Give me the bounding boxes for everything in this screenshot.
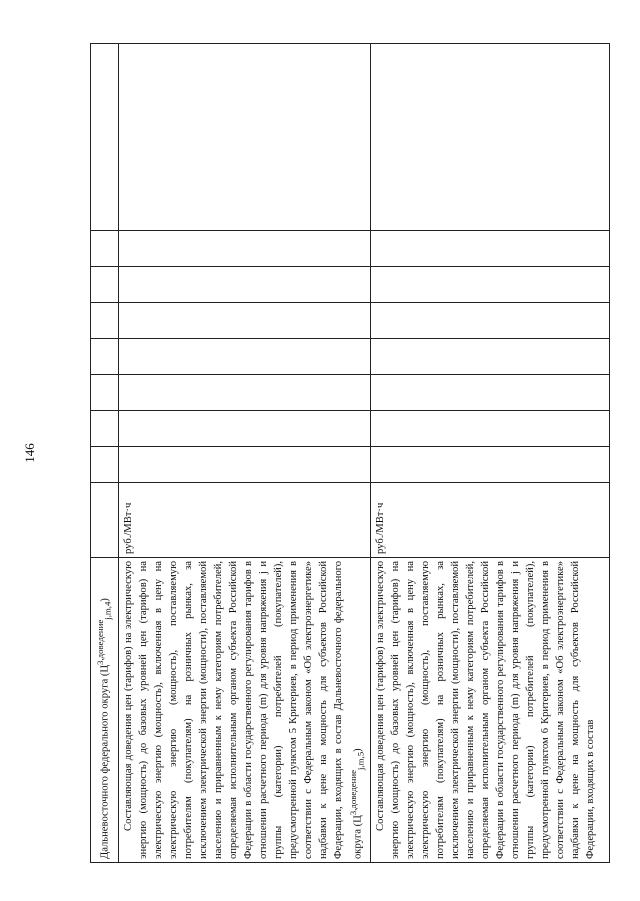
region-formula-sub: j,m,4 — [102, 601, 113, 620]
description-cell — [118, 558, 371, 863]
cell-empty — [118, 447, 371, 483]
table-row — [371, 44, 610, 863]
region-formula-close: ) — [99, 598, 111, 602]
cell-empty — [118, 339, 371, 375]
cell-empty — [371, 447, 610, 483]
cell-empty — [91, 44, 119, 231]
unit-cell — [371, 483, 610, 558]
region-row — [91, 44, 119, 863]
cell-empty — [371, 303, 610, 339]
cell-empty — [371, 339, 610, 375]
table-row — [118, 44, 371, 863]
rotated-table-wrapper — [90, 43, 610, 863]
cell-empty — [91, 375, 119, 411]
cell-empty — [91, 447, 119, 483]
cell-empty — [371, 267, 610, 303]
tariff-table — [90, 43, 610, 863]
cell-empty — [118, 231, 371, 267]
cell-empty — [91, 267, 119, 303]
cell-empty — [91, 411, 119, 447]
region-formula-sup: 3,доведение — [95, 619, 105, 665]
region-title: Дальневосточного федерального округа (Ц — [99, 664, 111, 859]
cell-empty — [118, 303, 371, 339]
cell-empty — [371, 375, 610, 411]
description-text: Составляющая доведения цен (тарифов) на электрическую энергию (мощность) до базовых уровней цен (тарифов) на электрическую энергию (мощность), включенная в цену на электрическую энергию (мощность), поставляемую потребителям (покупателям) на розничных рынках, за исключением электрической энергии (мощности), поставляемой населению и приравненным к нему категориям потребителей, определяемая исполнительным органом субъекта Российской Федерации в области государственного регулирования тарифов в отношении расчетного периода (m) для уровня напряжения j и группы (категории) потребителей (покупателей), предусмотренной пунктом 6 Критериев, в период применения в соответствии с Федеральным законом «Об электроэнергетике» надбавки к цене на мощность для субъектов Российской Федерации, входящих в состав — [375, 561, 597, 859]
cell-empty — [371, 44, 610, 231]
cell-empty — [91, 231, 119, 267]
page-number: 146 — [21, 443, 37, 463]
cell-empty — [91, 483, 119, 558]
cell-empty — [371, 411, 610, 447]
cell-empty — [371, 231, 610, 267]
cell-empty — [118, 375, 371, 411]
cell-empty — [91, 303, 119, 339]
description-cell — [371, 558, 610, 863]
cell-empty — [118, 411, 371, 447]
region-title-cell — [91, 558, 119, 863]
unit-label: руб./МВт·ч — [375, 502, 387, 554]
unit-label: руб./МВт·ч — [122, 502, 134, 554]
cell-empty — [118, 267, 371, 303]
cell-empty — [118, 44, 371, 231]
unit-cell — [118, 483, 371, 558]
description-text: Составляющая доведения цен (тарифов) на электрическую энергию (мощность) до базовых уровней цен (тарифов) на электрическую энергию (мощность), включенная в цену на электрическую энергию (мощность), поставляемую потребителям (покупателям) на розничных рынках, за исключением электрической энергии (мощности), поставляемой населению и приравненным к нему категориям потребителей, определяемая исполнительным органом субъекта Российской Федерации в области государственного регулирования тарифов в отношении расчетного периода (m) для уровня напряжения j и группы (категории) потребителей (покупателей), предусмотренной пунктом 5 Критериев, в период применения в соответствии с Федеральным законом «Об электроэнергетике» надбавки к цене на мощность для субъектов Российской Федерации, входящих в состав Дальневосточного федерального округа $(Ц^{3,доведение}_{j,m,5})$ — [122, 561, 366, 859]
cell-empty — [91, 339, 119, 375]
